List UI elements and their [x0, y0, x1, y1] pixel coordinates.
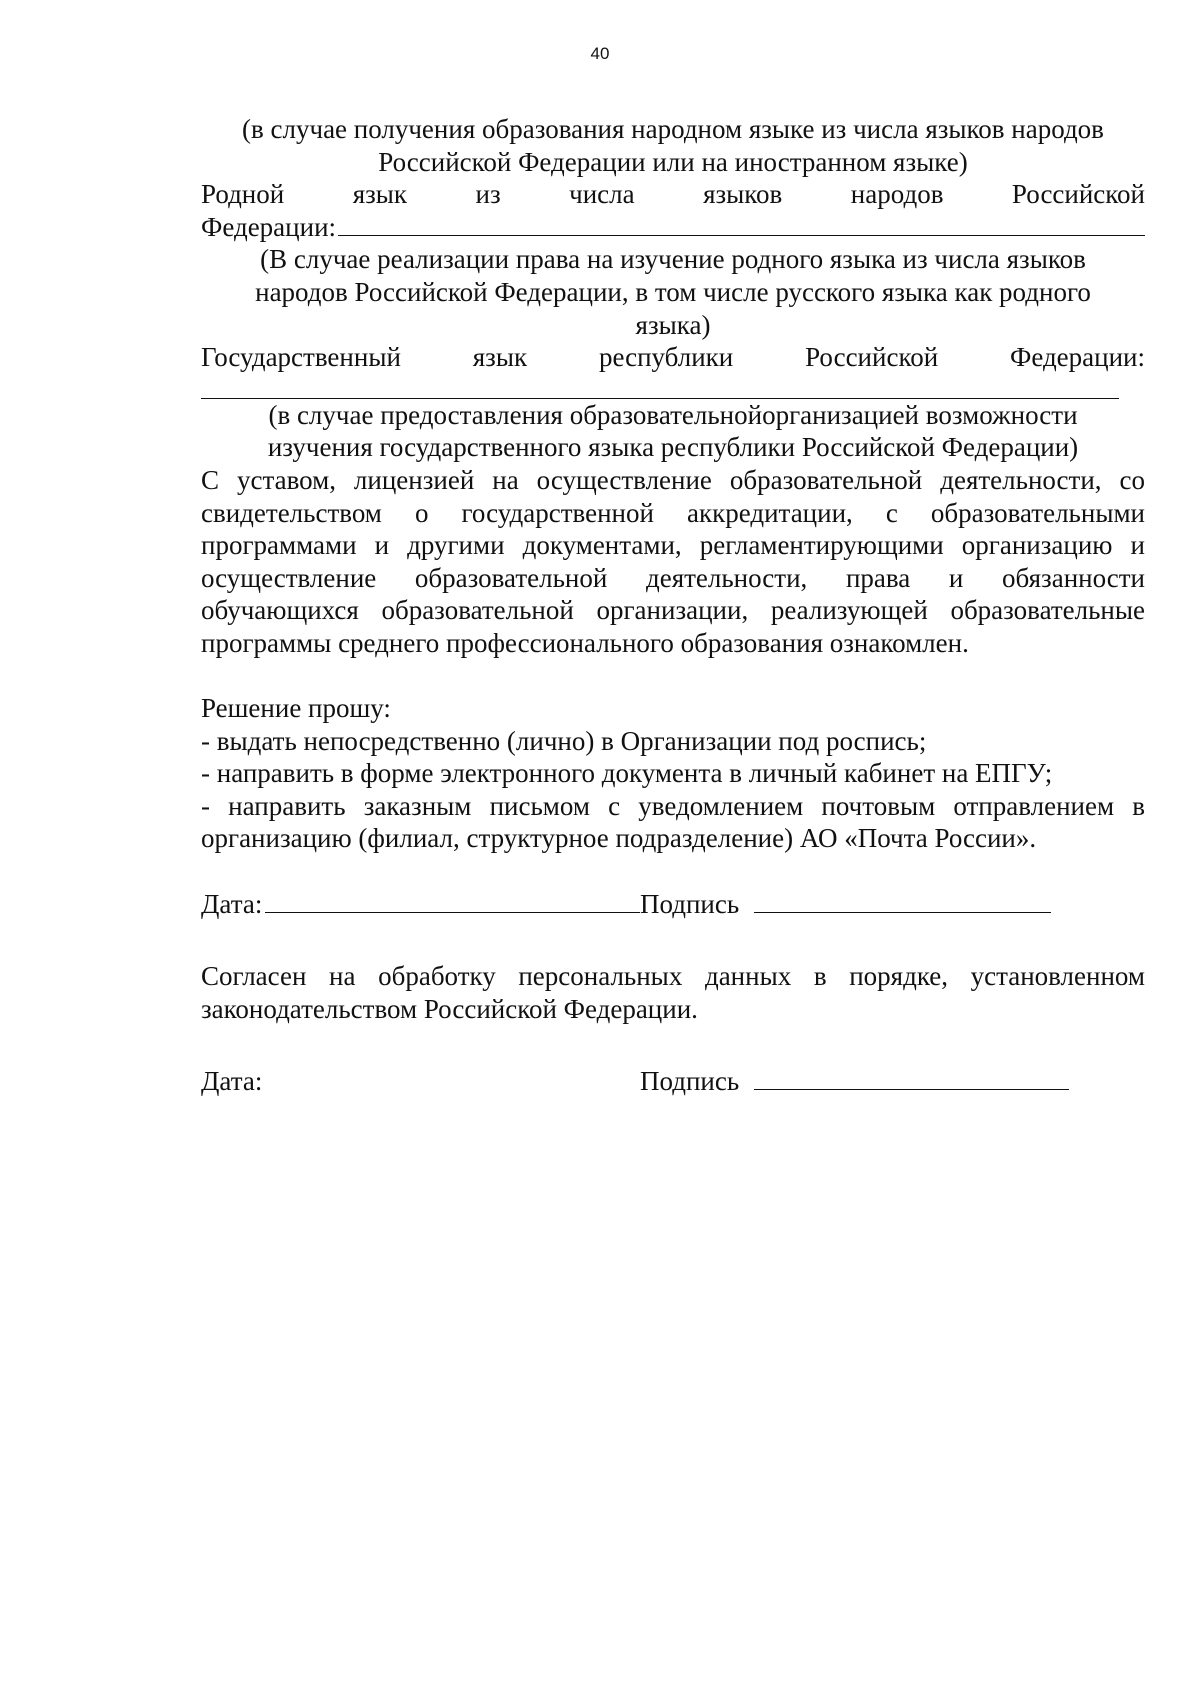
spacer: [201, 1025, 1145, 1065]
page-number: 40: [590, 44, 610, 63]
consent-date-label: Дата:: [201, 1066, 263, 1097]
native-language-label-end: Федерации:: [201, 211, 337, 242]
decision-option-epgu: - направить в форме электронного документа в личный кабинет на ЕПГУ;: [201, 758, 1053, 789]
decision-option-post: - направить заказным письмом с уведомлением почтовым отправлением в организацию (филиал, структурное подразделение) АО «Почта России».: [201, 790, 1145, 854]
state-language-note-line-1: (в случае предоставления образовательнойорганизацией возможности: [268, 399, 1078, 430]
decision-option-in-person: - выдать непосредственно (лично) в Организации под роспись;: [201, 725, 927, 756]
consent-signature-label: Подпись: [640, 1066, 740, 1097]
consent-signature-input-line[interactable]: [754, 1065, 1069, 1090]
education-language-note-line-1: (в случае получения образования народном языке из числа языков народов: [242, 114, 1104, 144]
acknowledgement-paragraph: С уставом, лицензией на осуществление образовательной деятельности, со свидетельством о государственной аккредитации, с образовательными программами и другими документами, регламентирующими организацию и осуществление образовательной деятельности, права и обязанности обучающихся образовательной организации, реализующей образовательные программы среднего профессионального образования ознакомлен.: [201, 464, 1145, 658]
date-input-line[interactable]: [265, 888, 640, 913]
application-form: [201, 113, 1145, 1098]
native-language-note-line-1: (В случае реализации права на изучение родного языка из числа языков: [260, 244, 1086, 275]
decision-heading: Решение прошу:: [201, 693, 391, 724]
native-language-input-line[interactable]: [338, 211, 1145, 236]
spacer: [201, 660, 1145, 693]
signature-row-1: [201, 888, 1145, 921]
native-language-label: Родной язык из числа языков народов Российской: [201, 179, 1145, 210]
signature-input-line[interactable]: [754, 888, 1051, 913]
native-language-note-line-2: народов Российской Федерации, в том числе русского языка как родного: [255, 276, 1091, 307]
state-language-note-line-2: изучения государственного языка республики Российской Федерации): [267, 432, 1079, 463]
consent-paragraph: Согласен на обработку персональных данных в порядке, установленном законодательством Российской Федерации.: [201, 961, 1145, 1024]
state-language-input-line[interactable]: [201, 374, 1119, 399]
native-language-field-row: [201, 211, 1145, 244]
spacer: [201, 855, 1145, 888]
signature-label: Подпись: [640, 888, 740, 919]
signature-row-2: [201, 1065, 1145, 1098]
date-label: Дата:: [201, 888, 263, 919]
spacer: [201, 920, 1145, 960]
state-language-label: Государственный язык республики Российской Федерации:: [201, 342, 1145, 373]
education-language-note-line-2: Российской Федерации или на иностранном языке): [378, 146, 968, 177]
native-language-note-line-3: языка): [635, 309, 711, 340]
